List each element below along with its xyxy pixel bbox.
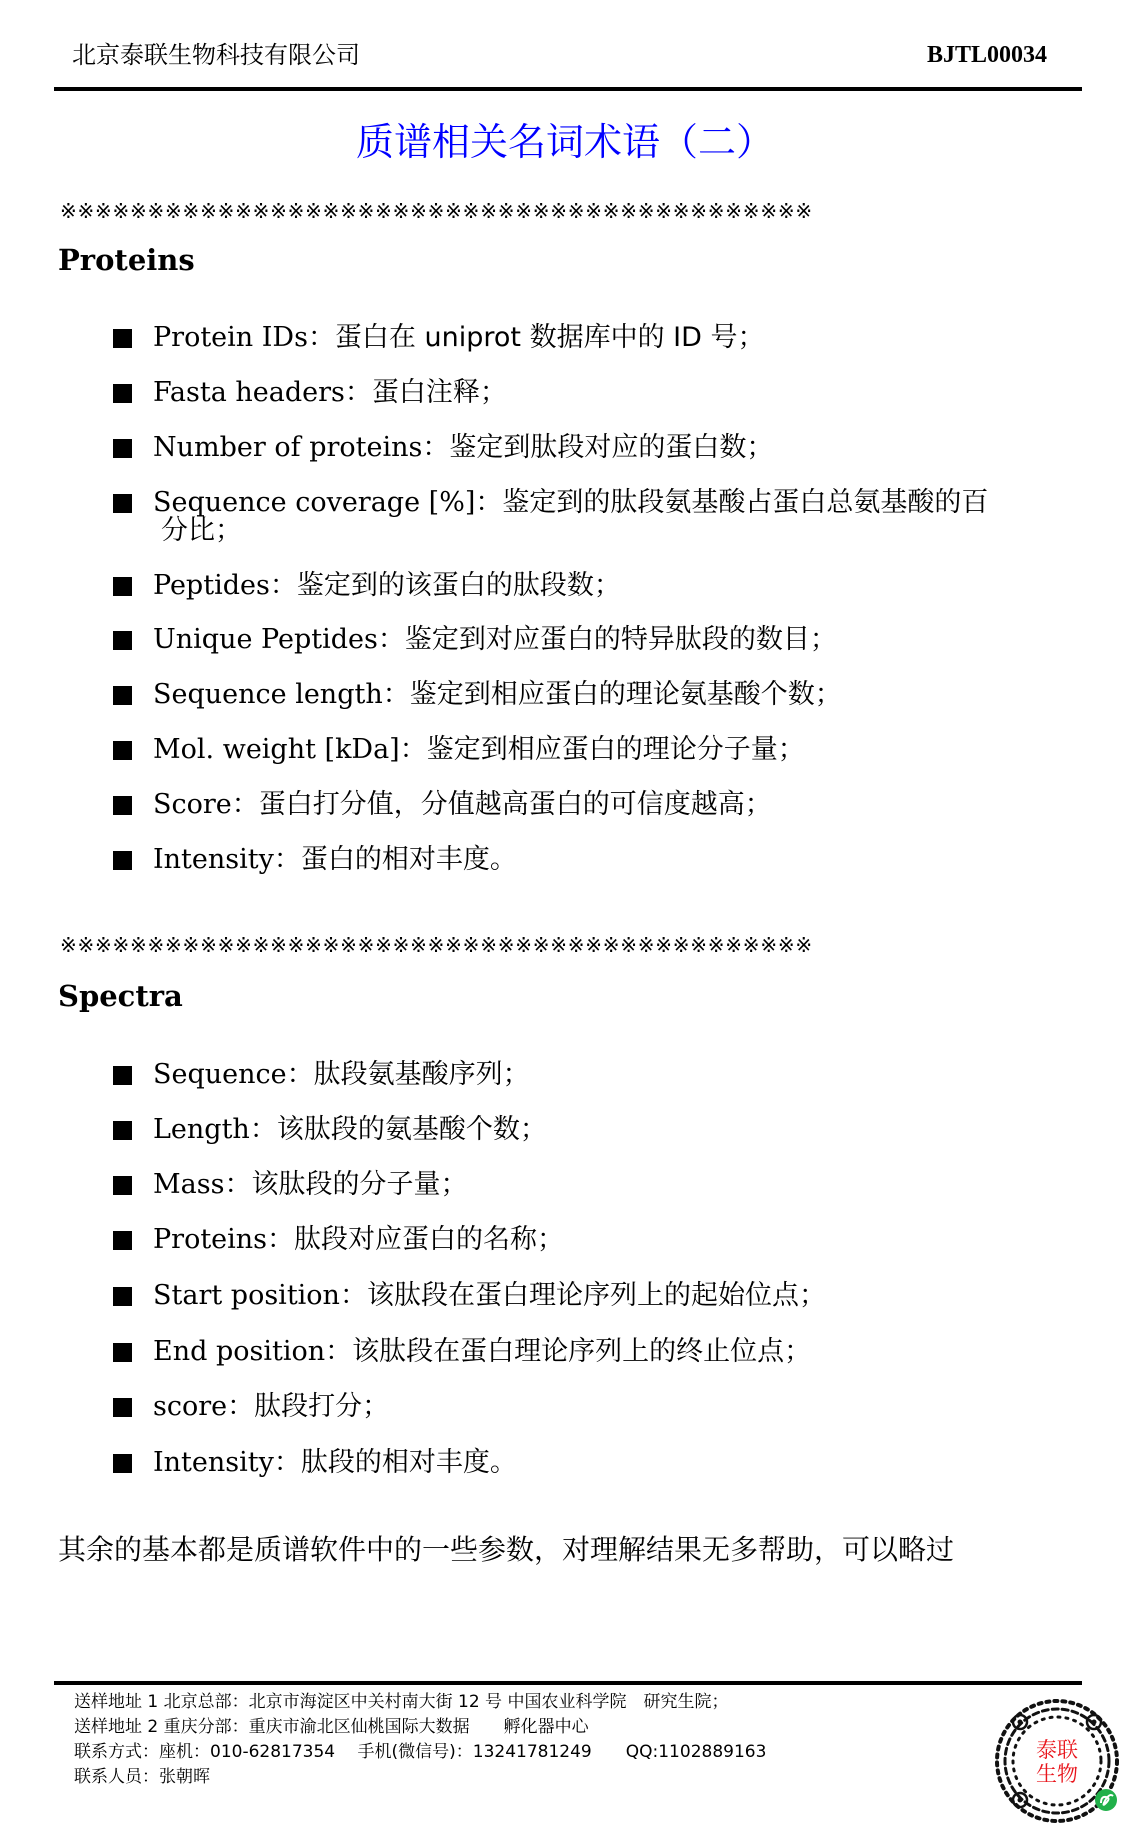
description-continued: 分比；: [161, 515, 242, 546]
term: Mass: [153, 1169, 225, 1200]
header-divider: [54, 87, 1082, 91]
term: End position: [153, 1336, 326, 1367]
description: ：鉴定到相应蛋白的理论分子量；: [399, 734, 805, 765]
bullet-square-icon: [113, 1454, 132, 1473]
description: ：肽段打分；: [227, 1391, 390, 1422]
description: ：该肽段的氨基酸个数；: [249, 1114, 547, 1145]
company-name: 北京泰联生物科技有限公司: [72, 41, 360, 69]
description: ：鉴定到肽段对应的蛋白数；: [422, 432, 774, 463]
footer-contact: 联系方式：座机：010-62817354 手机(微信号)：13241781249 QQ:1102889163: [74, 1742, 767, 1762]
description: ：肽段氨基酸序列；: [286, 1059, 530, 1090]
bullet-square-icon: [113, 631, 132, 650]
term: Start position: [153, 1280, 340, 1311]
bullet-square-icon: [113, 329, 132, 348]
description: ：肽段对应蛋白的名称；: [267, 1224, 565, 1255]
description: ：该肽段在蛋白理论序列上的起始位点；: [339, 1280, 826, 1311]
bullet-square-icon: [113, 439, 132, 458]
description: ：蛋白的相对丰度。: [273, 844, 517, 875]
footer-address-2: 送样地址 2 重庆分部：重庆市渝北区仙桃国际大数据 孵化器中心: [74, 1717, 589, 1737]
description: ：蛋白在 uniprot 数据库中的 ID 号；: [307, 322, 765, 353]
term: Sequence coverage [%]: [153, 487, 476, 518]
description: ：鉴定到的该蛋白的肽段数；: [269, 570, 621, 601]
term: Mol. weight [kDa]: [153, 734, 400, 765]
page-title: 质谱相关名词术语（二）: [355, 120, 774, 164]
description: ：鉴定到的肽段氨基酸占蛋白总氨基酸的百: [475, 487, 989, 518]
section-heading-spectra: Spectra: [58, 979, 183, 1013]
term: Score: [153, 789, 232, 820]
term: Intensity: [153, 1447, 274, 1478]
bullet-square-icon: [113, 577, 132, 596]
description: ：蛋白打分值，分值越高蛋白的可信度越高；: [231, 789, 772, 820]
bullet-square-icon: [113, 796, 132, 815]
term: Length: [153, 1114, 250, 1145]
bullet-square-icon: [113, 1066, 132, 1085]
bullet-square-icon: [113, 1287, 132, 1306]
footer-divider: [54, 1681, 1082, 1685]
term: Sequence length: [153, 679, 383, 710]
term: Intensity: [153, 844, 274, 875]
term: Number of proteins: [153, 432, 423, 463]
term: Peptides: [153, 570, 270, 601]
section-heading-proteins: Proteins: [58, 243, 195, 277]
document-code: BJTL00034: [927, 42, 1048, 68]
mini-program-code: [988, 1695, 1126, 1826]
bullet-square-icon: [113, 686, 132, 705]
description: ：鉴定到相应蛋白的理论氨基酸个数；: [382, 679, 842, 710]
term: score: [153, 1391, 228, 1422]
bullet-square-icon: [113, 1176, 132, 1195]
description: ：蛋白注释；: [344, 377, 507, 408]
description: ：鉴定到对应蛋白的特异肽段的数目；: [377, 624, 837, 655]
bullet-square-icon: [113, 384, 132, 403]
description: ：该肽段在蛋白理论序列上的终止位点；: [325, 1336, 812, 1367]
separator-top: ※※※※※※※※※※※※※※※※※※※※※※※※※※※※※※※※※※※※※※※※※※※: [60, 199, 813, 223]
footer-contact-person: 联系人员：张朝晖: [74, 1767, 210, 1787]
term: Fasta headers: [153, 377, 345, 408]
footer-address-1: 送样地址 1 北京总部：北京市海淀区中关村南大街 12 号 中国农业科学院 研究生院；: [74, 1692, 729, 1712]
bullet-square-icon: [113, 494, 132, 513]
qr-label-bottom: 生物: [1036, 1762, 1078, 1786]
bullet-square-icon: [113, 1121, 132, 1140]
description: ：肽段的相对丰度。: [273, 1447, 517, 1478]
term: Proteins: [153, 1224, 268, 1255]
bullet-square-icon: [113, 1231, 132, 1250]
qr-label-top: 泰联: [1036, 1738, 1078, 1762]
qr-code-icon: [988, 1695, 1126, 1826]
bullet-square-icon: [113, 1398, 132, 1417]
term: Unique Peptides: [153, 624, 378, 655]
bullet-square-icon: [113, 1343, 132, 1362]
term: Sequence: [153, 1059, 287, 1090]
term: Protein IDs: [153, 322, 308, 353]
description: ：该肽段的分子量；: [224, 1169, 468, 1200]
bullet-square-icon: [113, 851, 132, 870]
summary-note: 其余的基本都是质谱软件中的一些参数，对理解结果无多帮助，可以略过: [58, 1533, 955, 1566]
separator-middle: ※※※※※※※※※※※※※※※※※※※※※※※※※※※※※※※※※※※※※※※※※※※: [60, 933, 813, 957]
bullet-square-icon: [113, 741, 132, 760]
